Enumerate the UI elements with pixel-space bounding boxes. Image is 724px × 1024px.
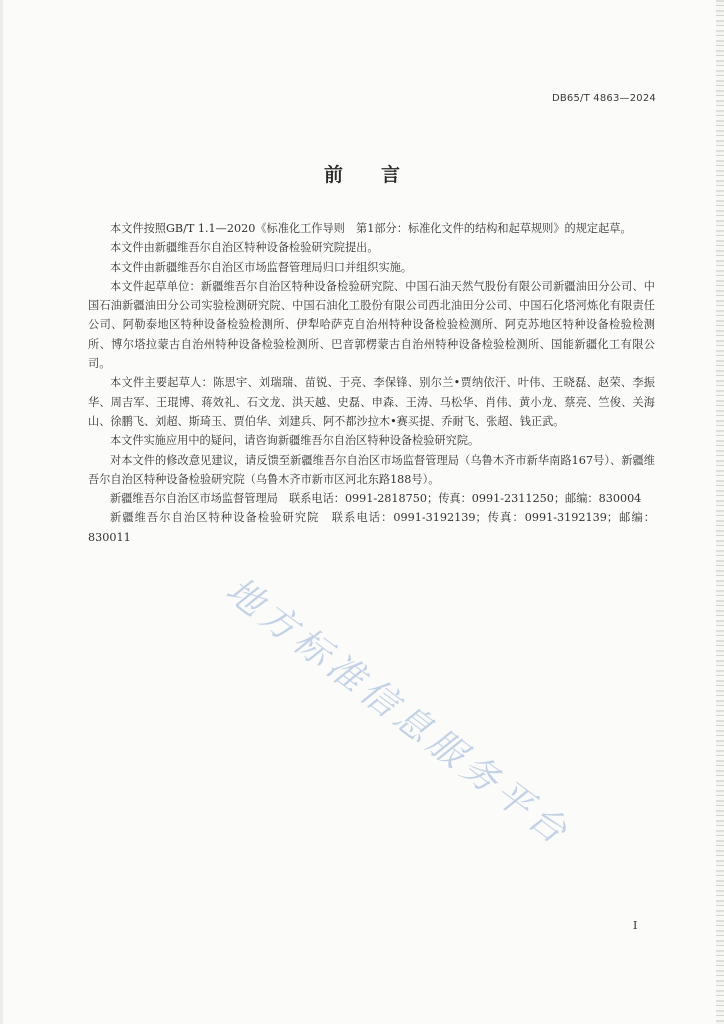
- scan-edge-left: [0, 0, 3, 1024]
- paragraph-contact-institute: 新疆维吾尔自治区特种设备检验研究院 联系电话：0991-3192139；传真：0991-3192139；邮编：830011: [88, 511, 655, 544]
- foreword-body: [88, 219, 655, 547]
- paragraph-contact-market-bureau: 新疆维吾尔自治区市场监督管理局 联系电话：0991-2818750；传真：0991-2311250；邮编：830004: [110, 492, 642, 506]
- paragraph-drafting-rules: 本文件按照GB/T 1.1—2020《标准化工作导则 第1部分：标准化文件的结构和起草规则》的规定起草。: [110, 222, 632, 235]
- paragraph-questions: 本文件实施应用中的疑问，请咨询新疆维吾尔自治区特种设备检验研究院。: [110, 434, 480, 448]
- page-number: I: [633, 919, 638, 932]
- document-code: DB65/T 4863—2024: [551, 93, 656, 104]
- watermark: 地方标准信息服务平台: [218, 569, 579, 856]
- paragraph-drafters: 本文件主要起草人：陈思宇、刘瑞瑞、苗锐、于亮、李保锋、别尔兰•贾纳依汗、叶伟、王晓磊、赵荣、李振华、周吉军、王琨博、蒋效礼、石文龙、洪天越、史磊、申森、王涛、马松华、肖伟、黄小龙、蔡亮、竺俊、关海山、徐鹏飞、刘超、斯琦玉、贾伯华、刘建兵、阿不都沙拉木•赛买提、乔耐飞、张超、钱正武。: [88, 376, 655, 428]
- paragraph-proposer: 本文件由新疆维吾尔自治区特种设备检验研究院提出。: [110, 241, 379, 255]
- paragraph-feedback: 对本文件的修改意见建议，请反馈至新疆维吾尔自治区市场监督管理局（乌鲁木齐市新华南路167号）、新疆维吾尔自治区特种设备检验研究院（乌鲁木齐市新市区河北东路188号）。: [88, 453, 655, 486]
- scan-edge-right: [716, 0, 724, 1024]
- page-title: 前言: [323, 164, 438, 186]
- paragraph-administrator: 本文件由新疆维吾尔自治区市场监督管理局归口并组织实施。: [110, 260, 413, 274]
- paragraph-drafting-units: 本文件起草单位：新疆维吾尔自治区特种设备检验研究院、中国石油天然气股份有限公司新疆油田分公司、中国石油新疆油田分公司实验检测研究院、中国石油化工股份有限公司西北油田分公司、中国石化塔河炼化有限责任公司、阿勒泰地区特种设备检验检测所、伊犁哈萨克自治州特种设备检验检测所、阿克苏地区特种设备检验检测所、博尔塔拉蒙古自治州特种设备检验检测所、巴音郭楞蒙古自治州特种设备检验检测所、国能新疆化工有限公司。: [88, 279, 655, 371]
